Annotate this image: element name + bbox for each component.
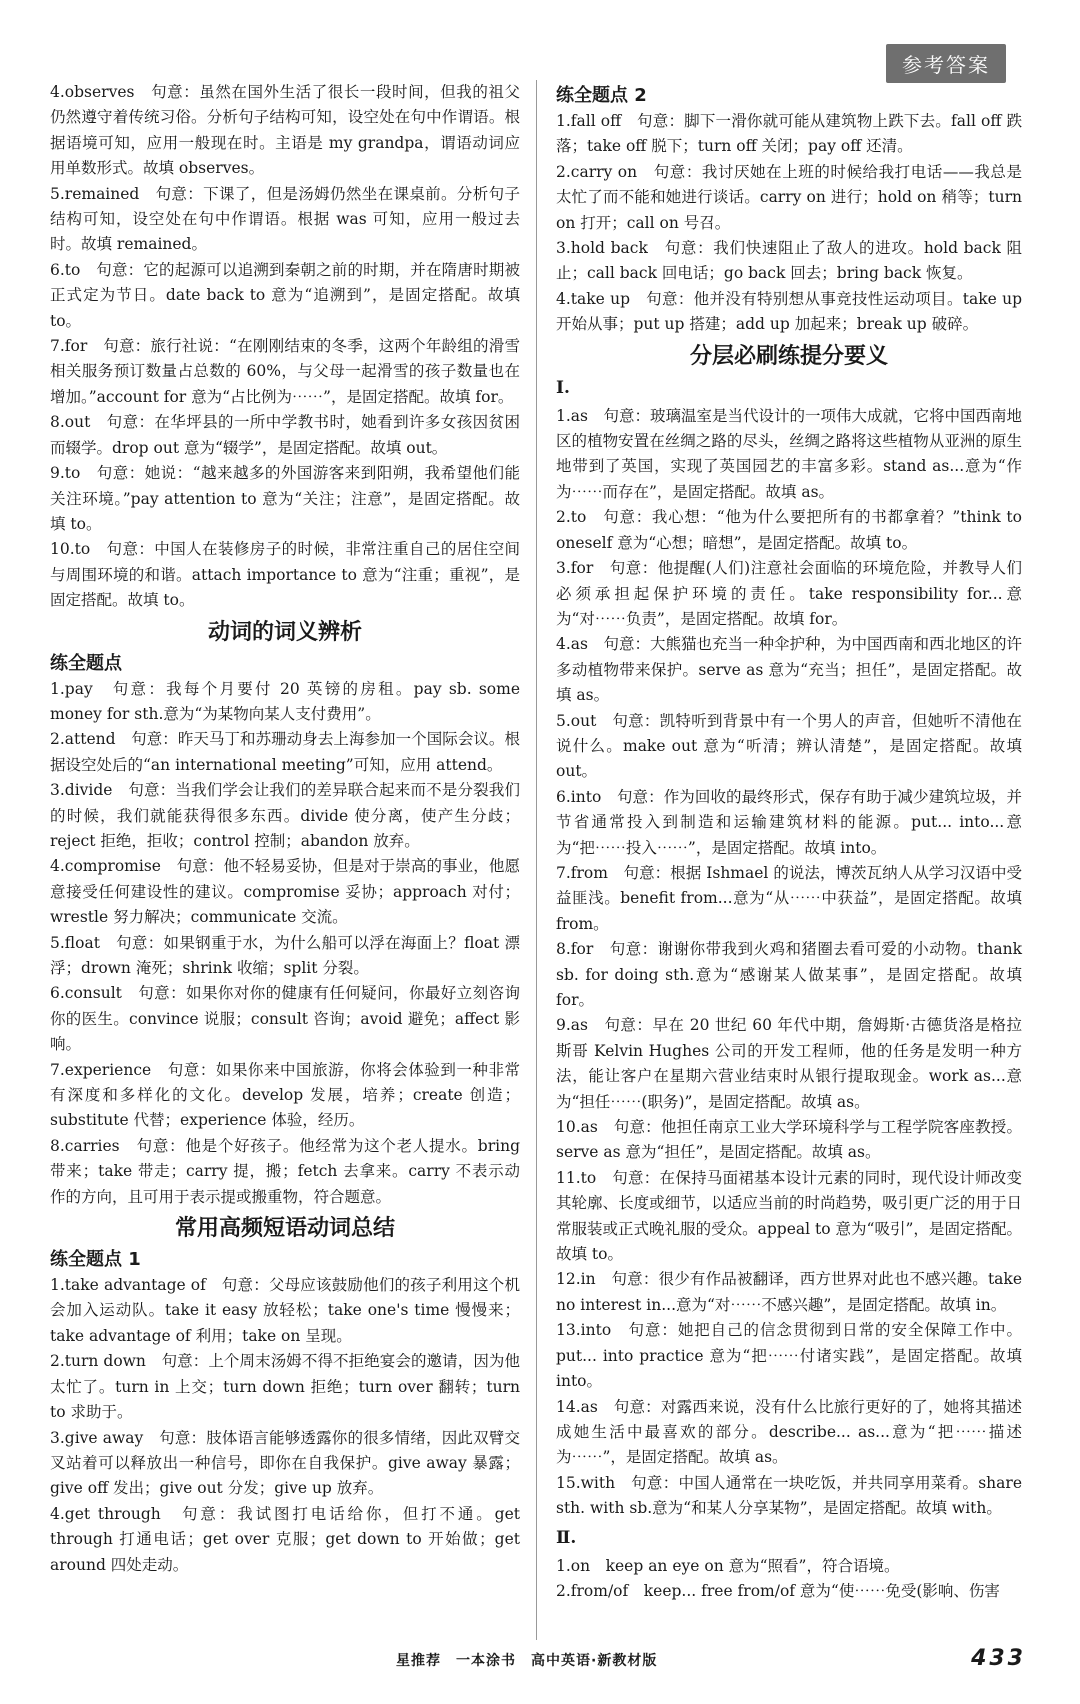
- answer-item: 3.for 句意：他提醒(人们)注意社会面临的环境危险，并教导人们必须承担起保护环境的责任。take responsibility for...意为“对⋯⋯负责”，是固定搭配。故填 for。: [556, 559, 1022, 628]
- subhead-practice-2: 练全题点 2: [556, 85, 647, 106]
- part-one-label: Ⅰ.: [556, 377, 570, 398]
- section-title-layered-practice: 分层必刷练提分要义: [689, 343, 888, 369]
- page-footer: [0, 1648, 1080, 1678]
- left-block-3: [50, 1273, 520, 1578]
- right-column: [556, 80, 1022, 1604]
- answer-item: 2.carry on 句意：我讨厌她在上班的时候给我打电话——我总是太忙了而不能和她进行谈话。carry on 进行；hold on 稍等；turn on 打开；call on 号召。: [556, 162, 1022, 232]
- answer-item: 1.on keep an eye on 意为“照看”，符合语境。: [556, 1556, 900, 1575]
- answer-item: 1.as 句意：玻璃温室是当代设计的一项伟大成就，它将中国西南地区的植物安置在丝绸之路的尽头，丝绸之路将这些植物从亚洲的原生地带到了英国，实现了英国园艺的丰富多彩。stand as...意为“作为⋯⋯而存在”，是固定搭配。故填 as。: [556, 406, 1022, 501]
- answer-item: 3.divide 句意：当我们学会让我们的差异联合起来而不是分裂我们的时候，我们就能获得很多东西。divide 使分离，使产生分歧；reject 拒绝，拒收；control 控制；abandon 放弃。: [50, 781, 520, 850]
- answer-item: 4.as 句意：大熊猫也充当一种伞护种，为中国西南和西北地区的许多动植物带来保护。serve as 意为“充当；担任”，是固定搭配。故填 as。: [556, 635, 1022, 705]
- answer-item: 10.as 句意：他担任南京工业大学环境科学与工程学院客座教授。serve as 意为“担任”，是固定搭配。故填 as。: [556, 1118, 1022, 1162]
- answer-item: 14.as 句意：对露西来说，没有什么比旅行更好的了，她将其描述成她生活中最喜欢的部分。describe... as...意为“把⋯⋯描述为⋯⋯”，是固定搭配。故填 as。: [556, 1397, 1022, 1467]
- answer-item: 6.to 句意：它的起源可以追溯到秦朝之前的时期，并在隋唐时期被正式定为节日。date back to 意为“追溯到”，是固定搭配。故填 to。: [50, 260, 520, 330]
- answer-item: 7.experience 句意：如果你来中国旅游，你将会体验到一种非常有深度和多样化的文化。develop 发展，培养；create 创造；substitute 代替；experience 体验，经历。: [50, 1060, 520, 1130]
- part-two-label: Ⅱ.: [556, 1527, 577, 1548]
- answer-item: 1.fall off 句意：脚下一滑你就可能从建筑物上跌下去。fall off 跌落；take off 脱下；turn off 关闭；pay off 还清。: [556, 112, 1022, 156]
- answer-item: 5.out 句意：凯特听到背景中有一个男人的声音，但她听不清他在说什么。make out 意为“听清；辨认清楚”，是固定搭配。故填 out。: [556, 711, 1022, 781]
- left-block-2: [50, 677, 520, 1211]
- answer-item: 3.give away 句意：肢体语言能够透露你的很多情绪，因此双臂交叉站着可以释放出一种信号，即你在自我保护。give away 暴露；give off 发出；give out 分发；give up 放弃。: [50, 1428, 520, 1498]
- right-block-2: [556, 404, 1022, 1522]
- answer-item: 1.pay 句意：我每个月要付 20 英镑的房租。pay sb. some money for sth.意为“为某物向某人支付费用”。: [50, 679, 520, 723]
- left-column: [50, 80, 520, 1578]
- answer-item: 13.into 句意：她把自己的信念贯彻到日常的安全保障工作中。put... into practice 意为“把⋯⋯付诸实践”，是固定搭配。故填 into。: [556, 1321, 1022, 1391]
- answer-item: 6.consult 句意：如果你对你的健康有任何疑问，你最好立刻咨询你的医生。convince 说服；consult 咨询；avoid 避免；affect 影响。: [50, 984, 520, 1054]
- section-title-verb-meaning: 动词的词义辨析: [207, 619, 362, 645]
- answer-item: 2.turn down 句意：上个周末汤姆不得不拒绝宴会的邀请，因为他太忙了。turn in 上交；turn down 拒绝；turn over 翻转；turn to 求助于。: [50, 1352, 520, 1422]
- page-number: 433: [971, 1646, 1026, 1671]
- answer-item: 10.to 句意：中国人在装修房子的时候，非常注重自己的居住空间与周围环境的和谐。attach importance to 意为“注重；重视”，是固定搭配。故填 to。: [50, 540, 520, 610]
- answer-item: 8.carries 句意：他是个好孩子。他经常为这个老人提水。bring 带来；take 带走；carry 提，搬；fetch 去拿来。carry 不表示动作的方向，且可用于表示提或搬重物，符合题意。: [50, 1136, 520, 1206]
- answer-item: 3.hold back 句意：我们快速阻止了敌人的进攻。hold back 阻止；call back 回电话；go back 回去；bring back 恢复。: [556, 239, 1022, 283]
- answer-item: 4.observes 句意：虽然在国外生活了很长一段时间，但我的祖父仍然遵守着传统习俗。分析句子结构可知，设空处在句中作谓语。根据语境可知，应用一般现在时。主语是 my grandpa，谓语动词应用单数形式。故填 observes。: [50, 83, 520, 178]
- answer-item: 4.take up 句意：他并没有特别想从事竞技性运动项目。take up 开始从事；put up 搭建；add up 加起来；break up 破碎。: [556, 289, 1022, 334]
- answer-item: 5.float 句意：如果钢重于水，为什么船可以浮在海面上？float 漂浮；drown 淹死；shrink 收缩；split 分裂。: [50, 933, 520, 977]
- answer-item: 2.attend 句意：昨天马丁和苏珊动身去上海参加一个国际会议。根据设空处后的“an international meeting”可知，应用 attend。: [50, 730, 520, 774]
- answer-item: 7.from 句意：根据 Ishmael 的说法，博茨瓦纳人从学习汉语中受益匪浅。benefit from...意为“从⋯⋯中获益”，是固定搭配。故填 from。: [556, 863, 1022, 933]
- answer-item: 5.remained 句意：下课了，但是汤姆仍然坐在课桌前。分析句子结构可知，设空处在句中作谓语。根据 was 可知，应用一般过去时。故填 remained。: [50, 184, 520, 254]
- subhead-practice: 练全题点: [50, 652, 122, 674]
- answer-item: 8.out 句意：在华坪县的一所中学教书时，她看到许多女孩因贫困而辍学。drop out 意为“辍学”，是固定搭配。故填 out。: [50, 413, 520, 457]
- answer-item: 12.in 句意：很少有作品被翻译，西方世界对此也不感兴趣。take no interest in...意为“对⋯⋯不感兴趣”，是固定搭配。故填 in。: [556, 1270, 1022, 1314]
- answer-item: 9.to 句意：她说：“越来越多的外国游客来到阳朔，我希望他们能关注环境。”pay attention to 意为“关注；注意”，是固定搭配。故填 to。: [50, 464, 520, 533]
- answer-item: 2.to 句意：我心想：“他为什么要把所有的书都拿着？”think to oneself 意为“心想；暗想”，是固定搭配。故填 to。: [556, 508, 1022, 552]
- answer-item: 8.for 句意：谢谢你带我到火鸡和猪圈去看可爱的小动物。thank sb. for doing sth.意为“感谢某人做某事”，是固定搭配。故填 for。: [556, 940, 1022, 1009]
- answer-item: 4.compromise 句意：他不轻易妥协，但是对于崇高的事业，他愿意接受任何建设性的建议。compromise 妥协；approach 对付；wrestle 努力解决；communicate 交流。: [50, 857, 520, 927]
- answer-item: 2.from/of keep... free from/of 意为“使⋯⋯免受(影响、伤害: [556, 1581, 1000, 1600]
- answer-item: 9.as 句意：早在 20 世纪 60 年代中期，詹姆斯·古德货洛是格拉斯哥 Kelvin Hughes 公司的开发工程师，他的任务是发明一种方法，能让客户在星期六营业结束时从银行提取现金。work as...意为“担任⋯⋯(职务)”，是固定搭配。故填 as。: [556, 1016, 1022, 1111]
- column-divider: [536, 80, 537, 1640]
- left-block-1: [50, 80, 520, 614]
- right-block-3: [556, 1554, 1022, 1605]
- answer-item: 6.into 句意：作为回收的最终形式，保存有助于减少建筑垃圾，并节省通常投入到制造和运输建筑材料的能源。put... into...意为“把⋯⋯投入⋯⋯”，是固定搭配。故填 into。: [556, 787, 1022, 857]
- right-block-1: [556, 109, 1022, 338]
- answer-item: 1.take advantage of 句意：父母应该鼓励他们的孩子利用这个机会加入运动队。take it easy 放轻松；take one's time 慢慢来；take advantage of 利用；take on 呈现。: [50, 1276, 520, 1345]
- answer-item: 7.for 句意：旅行社说：“在刚刚结束的冬季，这两个年龄组的滑雪相关服务预订数量占总数的 60%，与父母一起滑雪的孩子数量也在增加。”account for 意为“占比例为⋯⋯”，是固定搭配。故填 for。: [50, 337, 520, 406]
- answer-item: 4.get through 句意：我试图打电话给你，但打不通。get through 打通电话；get over 克服；get down to 开始做；get around 四处走动。: [50, 1504, 520, 1574]
- subhead-practice-1: 练全题点 1: [50, 1249, 141, 1271]
- answer-item: 15.with 句意：中国人通常在一块吃饭，并共同享用菜肴。share sth. with sb.意为“和某人分享某物”，是固定搭配。故填 with。: [556, 1473, 1022, 1518]
- answer-key-badge: 参考答案: [886, 44, 1006, 83]
- book-title: 星推荐 一本涂书 高中英语·新教材版: [396, 1653, 658, 1669]
- answer-item: 11.to 句意：在保持马面裙基本设计元素的同时，现代设计师改变其轮廓、长度或细节，以适应当前的时尚趋势，吸引更广泛的用于日常服装或正式晚礼服的受众。appeal to 意为“吸引”，是固定搭配。故填 to。: [556, 1168, 1022, 1264]
- section-title-phrasal-verbs: 常用高频短语动词总结: [174, 1216, 395, 1242]
